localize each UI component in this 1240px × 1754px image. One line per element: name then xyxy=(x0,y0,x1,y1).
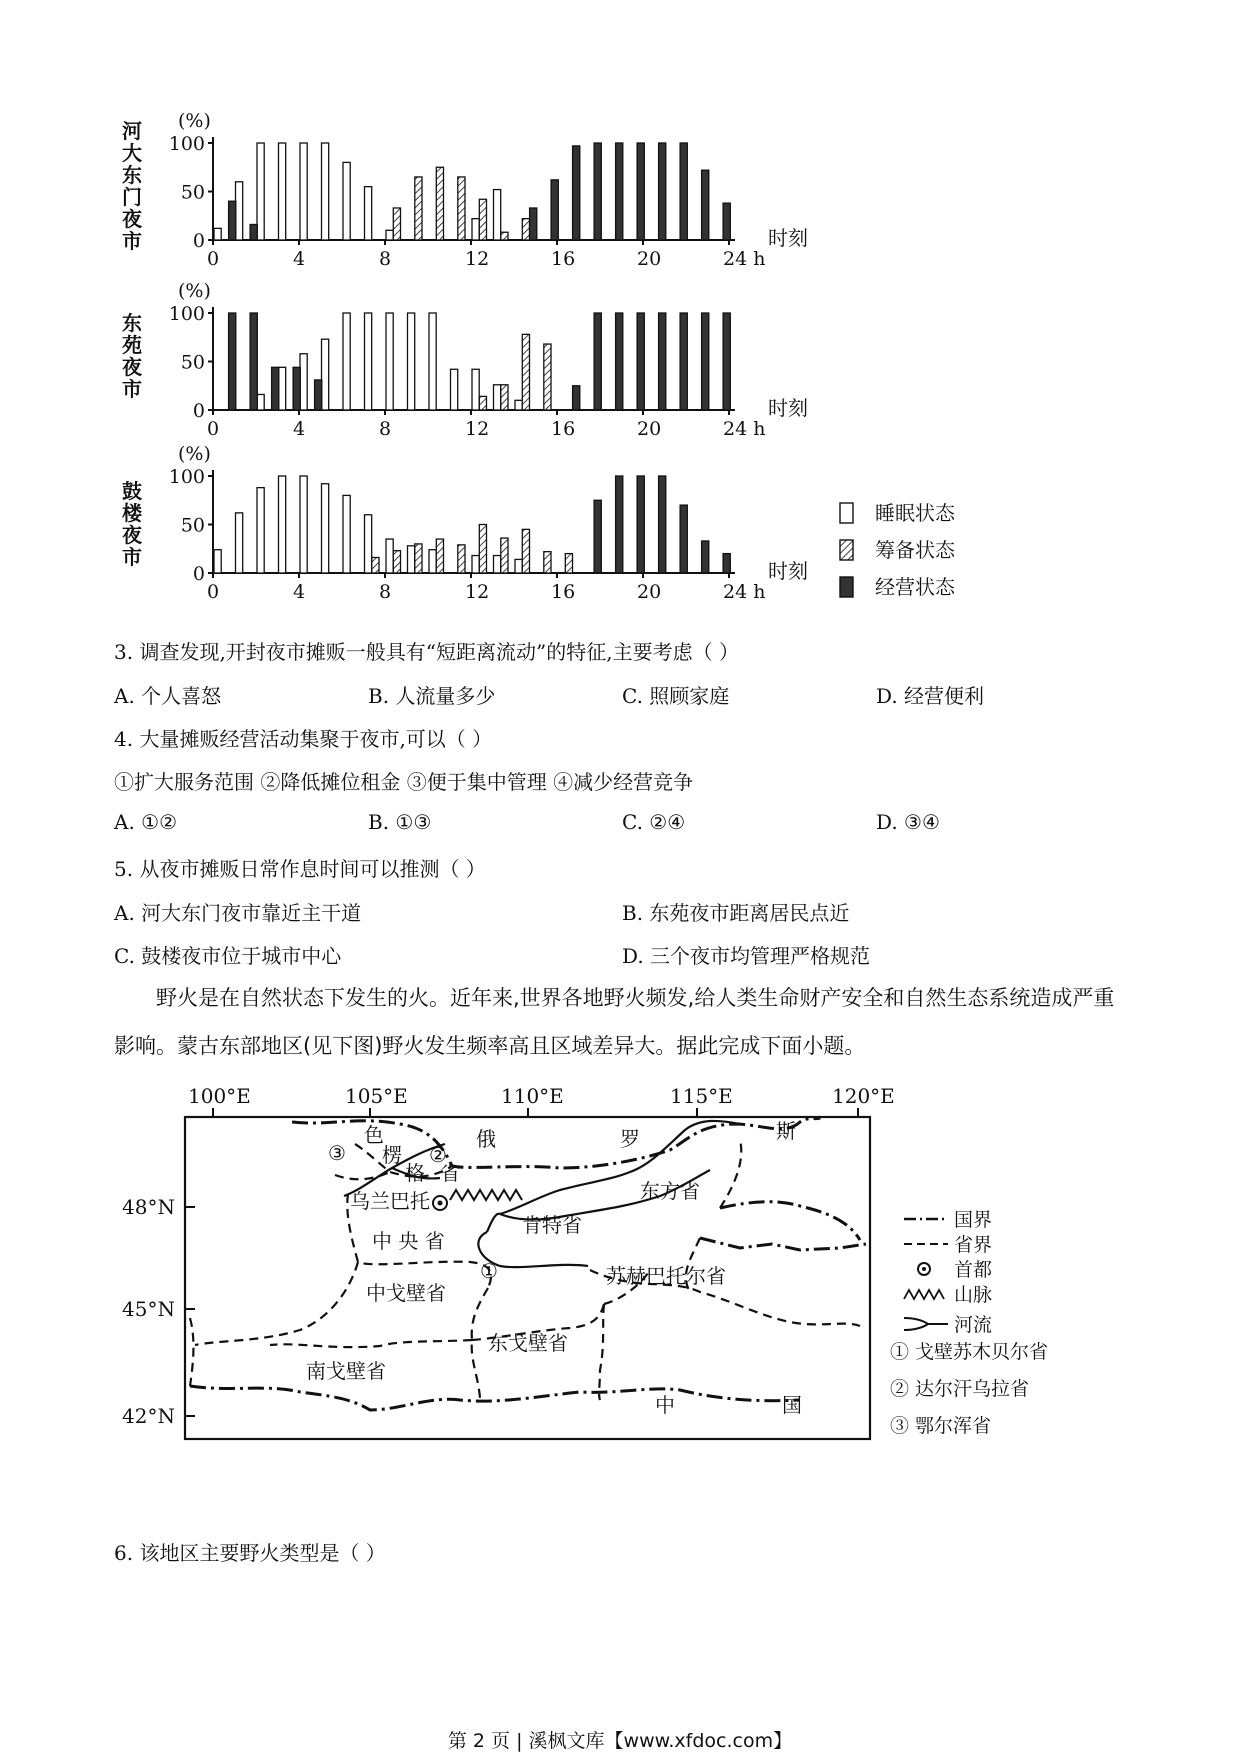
page-footer: 第 2 页 | 溪枫文库【www.xfdoc.com】 xyxy=(447,1730,793,1752)
bar-prep xyxy=(436,539,443,573)
x-tick-label: 0 xyxy=(207,248,220,270)
bar-prep xyxy=(393,551,400,573)
label-selenge: 楞 xyxy=(382,1143,402,1167)
bar-sleep xyxy=(279,367,286,410)
bar-sleep xyxy=(279,476,286,573)
bar-sleep xyxy=(300,354,307,410)
mountain-icon xyxy=(450,1190,522,1200)
bar-prep xyxy=(415,544,422,573)
bar-prep xyxy=(544,552,551,573)
label-selenge: 格 xyxy=(405,1161,425,1185)
chart-title-2: 东苑夜市 xyxy=(122,311,142,401)
bar-open xyxy=(659,313,666,410)
x-tick-label: 24 h xyxy=(723,248,766,270)
bar-sleep xyxy=(429,313,436,410)
label-dornogovi: 东戈壁省 xyxy=(488,1331,568,1355)
bar-sleep xyxy=(300,476,307,573)
bar-open xyxy=(293,367,300,410)
night-market-charts xyxy=(0,0,1240,620)
bar-sleep xyxy=(365,313,372,410)
label-russia: 罗 xyxy=(620,1127,640,1151)
bar-chart-1 xyxy=(169,110,808,270)
label-mark-2: ② xyxy=(429,1143,447,1167)
national-border xyxy=(190,1118,866,1410)
bar-prep xyxy=(393,208,400,240)
question-6-stem: 6. 该地区主要野火类型是（ ） xyxy=(114,1541,386,1565)
lon-label: 105°E xyxy=(345,1084,408,1108)
bar-open xyxy=(573,386,580,410)
lon-label: 115°E xyxy=(670,1084,733,1108)
bar-prep xyxy=(544,344,551,410)
x-axis-label: 时刻 xyxy=(768,559,808,583)
bar-prep xyxy=(479,525,486,574)
wildfire-passage: 野火是在自然状态下发生的火。近年来,世界各地野火频发,给人类生命财产安全和自然生态系统造成严重影响。蒙古东部地区(见下图)野火发生频率高且区域差异大。据此完成下面小题。 xyxy=(114,986,1115,1058)
bar-open xyxy=(272,367,279,410)
chart-title-1: 河大东门夜市 xyxy=(122,119,142,253)
x-tick-label: 0 xyxy=(207,418,220,440)
bar-sleep xyxy=(322,143,329,240)
legend-label: 山脉 xyxy=(954,1284,993,1306)
bar-sleep xyxy=(322,484,329,573)
bar-sleep xyxy=(386,230,393,240)
x-tick-label: 16 xyxy=(551,248,576,270)
q4-option-a: A. ①② xyxy=(114,810,178,834)
y-tick-label: 100 xyxy=(168,303,205,325)
map-ticks xyxy=(185,1108,858,1416)
x-tick-label: 4 xyxy=(293,418,306,440)
question-5-stem: 5. 从夜市摊贩日常作息时间可以推测（ ） xyxy=(114,857,486,881)
x-tick-label: 4 xyxy=(293,248,306,270)
y-axis-unit: (%) xyxy=(178,443,211,465)
legend-swatch-sleep xyxy=(840,503,853,523)
lon-label: 110°E xyxy=(501,1084,564,1108)
x-tick-label: 16 xyxy=(551,418,576,440)
bar-open xyxy=(594,500,601,573)
question-4-stem: 4. 大量摊贩经营活动集聚于夜市,可以（ ） xyxy=(114,727,493,751)
bar-sleep xyxy=(214,550,221,573)
label-mark-1: ① xyxy=(480,1259,498,1283)
longitude-labels xyxy=(188,1084,895,1108)
bar-open xyxy=(702,541,709,573)
legend-label: 国界 xyxy=(954,1209,993,1231)
label-selenge: 省 xyxy=(440,1161,460,1185)
x-axis-label: 时刻 xyxy=(768,396,808,420)
bar-prep xyxy=(415,177,422,240)
bar-sleep xyxy=(279,143,286,240)
x-tick-label: 12 xyxy=(465,581,490,603)
mountain-icon xyxy=(904,1290,944,1299)
x-tick-label: 4 xyxy=(293,581,306,603)
label-selenge: 色 xyxy=(364,1123,384,1147)
y-tick-label: 100 xyxy=(168,133,205,155)
q4-option-b: B. ①③ xyxy=(368,810,432,834)
bar-open xyxy=(616,476,623,573)
bar-sleep xyxy=(322,339,329,410)
label-russia: 俄 xyxy=(476,1127,496,1151)
bar-sleep xyxy=(343,313,350,410)
label-dornod: 东方省 xyxy=(640,1179,700,1203)
bar-open xyxy=(723,203,730,240)
bar-open xyxy=(573,146,580,240)
legend-label: 河流 xyxy=(954,1314,993,1336)
bar-open xyxy=(637,143,644,240)
label-umnugovi: 南戈壁省 xyxy=(306,1359,386,1383)
bar-open xyxy=(616,313,623,410)
bar-open xyxy=(637,313,644,410)
bar-sleep xyxy=(236,182,243,240)
bar-open xyxy=(229,313,236,410)
map-note: ③ 鄂尔浑省 xyxy=(890,1415,992,1437)
question-4-items: ①扩大服务范围 ②降低摊位租金 ③便于集中管理 ④减少经营竞争 xyxy=(114,770,694,794)
bar-open xyxy=(659,476,666,573)
y-tick-label: 50 xyxy=(180,181,205,204)
lon-label: 120°E xyxy=(832,1084,895,1108)
bar-open xyxy=(723,313,730,410)
x-tick-label: 20 xyxy=(637,418,662,440)
latitude-labels xyxy=(122,1195,175,1428)
map-note: ② 达尔汗乌拉省 xyxy=(890,1378,1030,1400)
bar-sleep xyxy=(451,369,458,410)
bar-sleep xyxy=(429,550,436,573)
bar-sleep xyxy=(343,495,350,573)
y-tick-label: 50 xyxy=(180,514,205,537)
bar-prep xyxy=(522,529,529,573)
bar-chart-2 xyxy=(169,280,808,440)
x-tick-label: 12 xyxy=(465,418,490,440)
mongolia-east-map xyxy=(0,1070,1240,1450)
lon-label: 100°E xyxy=(188,1084,251,1108)
label-ulaanbaatar: 乌兰巴托 xyxy=(350,1189,430,1213)
q4-option-d: D. ③④ xyxy=(876,810,940,834)
bar-open xyxy=(702,313,709,410)
x-tick-label: 20 xyxy=(637,248,662,270)
x-tick-label: 20 xyxy=(637,581,662,603)
bar-sleep xyxy=(257,394,264,410)
q3-option-a: A. 个人喜怒 xyxy=(114,684,222,708)
bar-open xyxy=(229,201,236,240)
y-tick-label: 50 xyxy=(180,351,205,374)
bar-open xyxy=(723,554,730,573)
bar-sleep xyxy=(257,143,264,240)
y-axis-unit: (%) xyxy=(178,110,211,132)
x-tick-label: 24 h xyxy=(723,418,766,440)
q5-option-b: B. 东苑夜市距离居民点近 xyxy=(622,901,850,925)
label-china: 国 xyxy=(782,1393,802,1417)
legend-label-sleep: 睡眠状态 xyxy=(875,501,955,525)
x-tick-label: 24 h xyxy=(723,581,766,603)
bar-open xyxy=(616,143,623,240)
y-tick-label: 0 xyxy=(192,563,205,585)
x-tick-label: 8 xyxy=(379,581,392,603)
bar-open xyxy=(594,143,601,240)
chart-title-3: 鼓楼夜市 xyxy=(122,479,142,569)
bar-open xyxy=(250,224,257,240)
bar-prep xyxy=(501,232,508,240)
bar-prep xyxy=(436,167,443,240)
y-tick-label: 100 xyxy=(168,466,205,488)
q4-option-c: C. ②④ xyxy=(622,810,686,834)
bar-open xyxy=(680,143,687,240)
bar-sleep xyxy=(236,513,243,573)
bar-open xyxy=(250,313,257,410)
bar-sleep xyxy=(472,556,479,573)
bar-sleep xyxy=(408,313,415,410)
lat-label: 48°N xyxy=(122,1195,175,1219)
bar-open xyxy=(680,313,687,410)
y-tick-label: 0 xyxy=(192,400,205,422)
bar-sleep xyxy=(343,162,350,240)
label-russia: 斯 xyxy=(776,1119,796,1143)
legend-swatch-prep xyxy=(840,540,853,560)
bar-open xyxy=(702,170,709,240)
q3-option-b: B. 人流量多少 xyxy=(368,684,496,708)
bar-sleep xyxy=(408,546,415,573)
bar-open xyxy=(637,476,644,573)
label-sukhbaatar: 苏赫巴托尔省 xyxy=(606,1264,726,1288)
lat-label: 42°N xyxy=(122,1404,175,1428)
bar-prep xyxy=(522,334,529,410)
legend-swatch-open xyxy=(840,577,853,597)
y-tick-label: 0 xyxy=(192,230,205,252)
bar-sleep xyxy=(515,400,522,410)
bar-prep xyxy=(501,385,508,410)
bar-prep xyxy=(522,219,529,240)
legend-label-open: 经营状态 xyxy=(875,575,955,599)
bar-open xyxy=(594,313,601,410)
label-mark-3: ③ xyxy=(328,1141,346,1165)
chart-legend xyxy=(840,501,956,599)
bar-sleep xyxy=(257,488,264,573)
bar-prep xyxy=(372,557,379,573)
capital-icon xyxy=(433,1196,447,1210)
bar-prep xyxy=(458,177,465,240)
bar-sleep xyxy=(365,515,372,573)
label-dundgovi: 中戈壁省 xyxy=(366,1281,446,1305)
bar-sleep xyxy=(472,369,479,410)
q5-option-a: A. 河大东门夜市靠近主干道 xyxy=(114,901,362,925)
map-note: ① 戈壁苏木贝尔省 xyxy=(890,1341,1049,1363)
bar-sleep xyxy=(386,313,393,410)
bar-prep xyxy=(458,545,465,573)
y-axis-unit: (%) xyxy=(178,280,211,302)
province-borders xyxy=(190,1140,860,1400)
x-tick-label: 8 xyxy=(379,418,392,440)
legend-label-prep: 筹备状态 xyxy=(875,538,955,562)
bar-open xyxy=(315,380,322,410)
bar-sleep xyxy=(472,219,479,240)
bar-chart-3 xyxy=(169,443,808,603)
bar-sleep xyxy=(515,559,522,573)
bar-open xyxy=(551,180,558,240)
x-tick-label: 12 xyxy=(465,248,490,270)
bar-sleep xyxy=(300,143,307,240)
label-china: 中 xyxy=(655,1393,675,1417)
x-axis-label: 时刻 xyxy=(768,226,808,250)
bar-sleep xyxy=(386,539,393,573)
q5-option-c: C. 鼓楼夜市位于城市中心 xyxy=(114,944,342,968)
q3-option-c: C. 照顾家庭 xyxy=(622,684,730,708)
lat-label: 45°N xyxy=(122,1297,175,1321)
river-icon xyxy=(904,1318,948,1330)
bar-open xyxy=(530,208,537,240)
x-tick-label: 16 xyxy=(551,581,576,603)
bar-sleep xyxy=(494,556,501,573)
bar-open xyxy=(659,143,666,240)
bar-sleep xyxy=(214,228,221,240)
q3-option-d: D. 经营便利 xyxy=(876,684,985,708)
bar-prep xyxy=(565,554,572,573)
x-tick-label: 0 xyxy=(207,581,220,603)
map-legend xyxy=(890,1209,1048,1437)
bar-prep xyxy=(501,538,508,573)
bar-prep xyxy=(479,396,486,410)
bar-sleep xyxy=(365,187,372,240)
bar-open xyxy=(680,505,687,573)
question-3-stem: 3. 调查发现,开封夜市摊贩一般具有“短距离流动”的特征,主要考虑（ ） xyxy=(114,640,739,664)
bar-prep xyxy=(479,199,486,240)
q5-option-d: D. 三个夜市均管理严格规范 xyxy=(622,944,871,968)
legend-label: 省界 xyxy=(954,1234,993,1256)
label-khentii: 肯特省 xyxy=(522,1213,582,1237)
legend-label: 首都 xyxy=(954,1259,993,1281)
label-central: 中 央 省 xyxy=(372,1229,445,1253)
bar-sleep xyxy=(494,190,501,240)
x-tick-label: 8 xyxy=(379,248,392,270)
bar-sleep xyxy=(494,385,501,410)
